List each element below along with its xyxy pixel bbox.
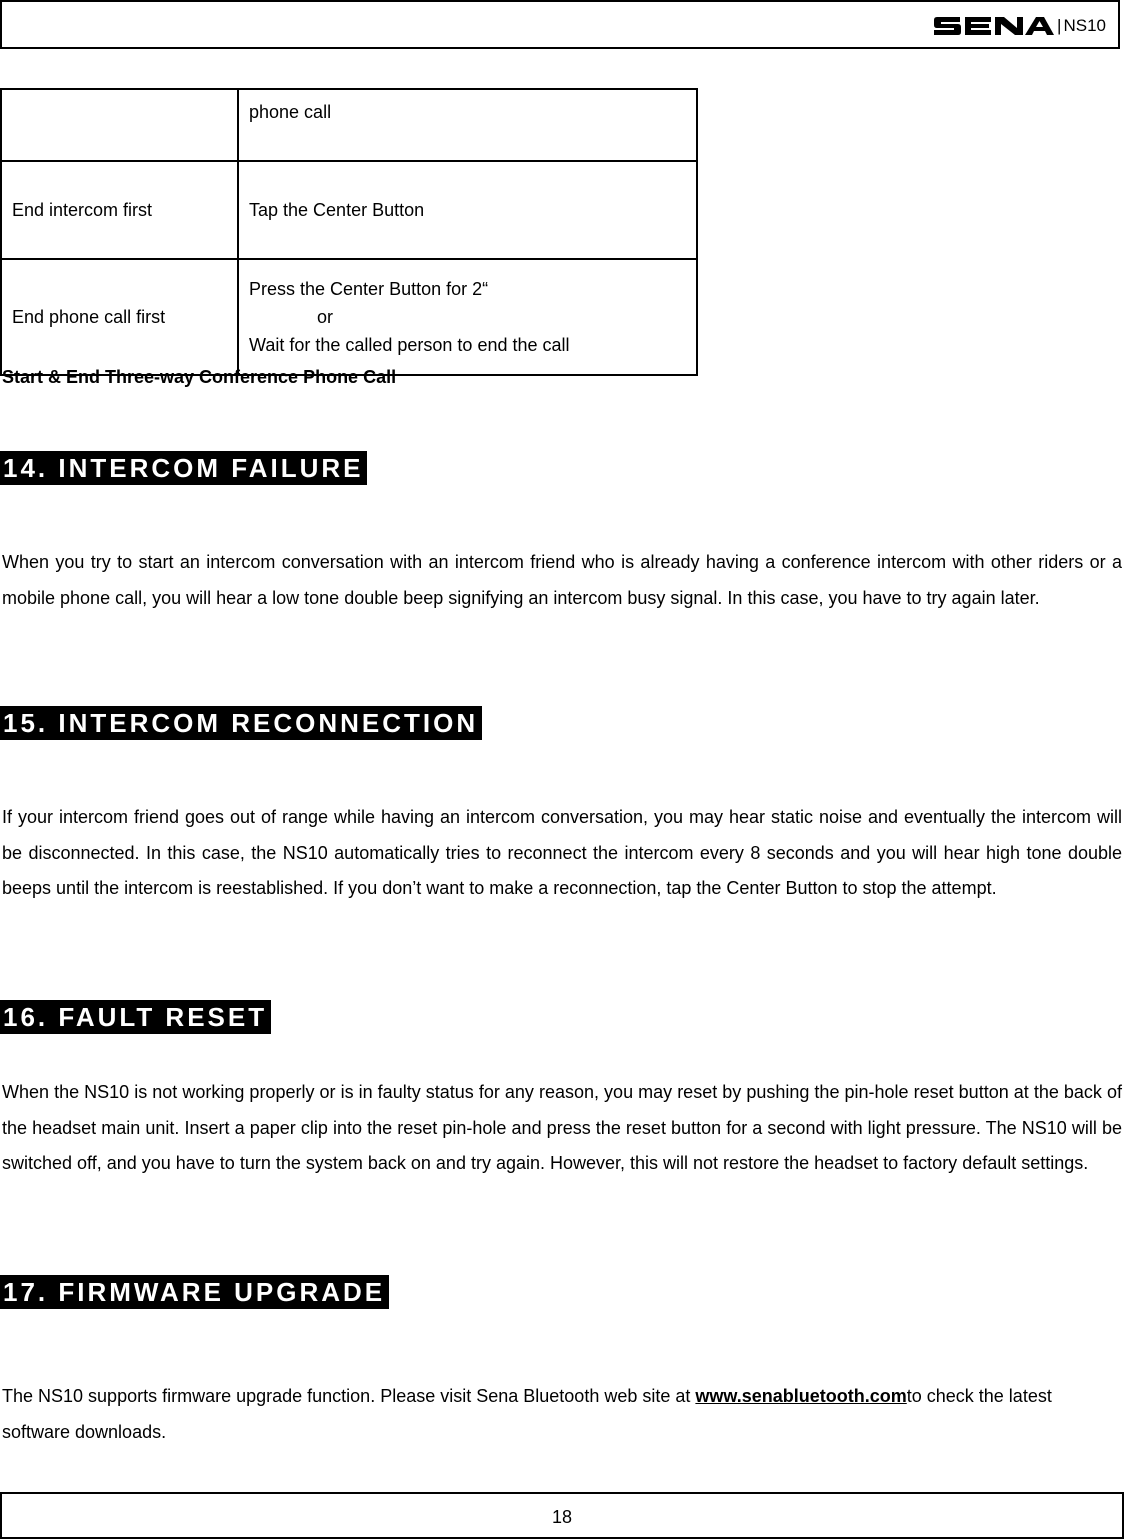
table-row bbox=[1, 259, 697, 375]
section-title-firmware-upgrade: 17. FIRMWARE UPGRADE bbox=[0, 1275, 389, 1309]
section-body-intercom-reconnection: If your intercom friend goes out of range while having an intercom conversation, you may hear static noise and eventually the intercom will be disconnected. In this case, the NS10 automatically tries to reconnect the intercom every 8 seconds and you will hear high tone double beeps until the intercom is reestablished. If you don’t want to make a reconnection, tap the Center Button to stop the attempt. bbox=[2, 807, 1122, 898]
model-name: NS10 bbox=[1063, 16, 1106, 35]
table-cell-condition bbox=[1, 89, 238, 161]
section-body-firmware-upgrade bbox=[2, 1379, 1122, 1450]
action-line-1: Press the Center Button for 2“ bbox=[249, 279, 489, 299]
page-number: 18 bbox=[551, 1507, 573, 1527]
table-cell-action: phone call bbox=[238, 89, 697, 161]
firmware-text-pre: The NS10 supports firmware upgrade function. Please visit Sena Bluetooth web site at bbox=[2, 1386, 696, 1406]
sena-website-link[interactable]: www.senabluetooth.com bbox=[695, 1386, 907, 1406]
table-row bbox=[1, 89, 697, 161]
conference-call-table bbox=[0, 88, 698, 376]
table-cell-action bbox=[238, 259, 697, 375]
section-title-fault-reset: 16. FAULT RESET bbox=[0, 1000, 271, 1034]
table-cell-condition: End intercom first bbox=[1, 161, 238, 259]
header-separator: | bbox=[1057, 16, 1062, 35]
sena-logo bbox=[933, 15, 1055, 37]
table-cell-condition: End phone call first bbox=[1, 259, 238, 375]
firmware-text-post: to check the latest software downloads. bbox=[2, 1386, 1052, 1442]
action-or: or bbox=[317, 307, 334, 327]
table-row bbox=[1, 161, 697, 259]
page-header bbox=[0, 0, 1120, 49]
brand bbox=[933, 13, 1106, 39]
table-cell-action: Tap the Center Button bbox=[238, 161, 697, 259]
section-title-intercom-failure: 14. INTERCOM FAILURE bbox=[0, 451, 367, 485]
section-body-fault-reset: When the NS10 is not working properly or is in faulty status for any reason, you may reset by pushing the pin-hole reset button at the back of the headset main unit. Insert a paper clip into the reset pin-hole and press the reset button for a second with light pressure. The NS10 will be switched off, and you have to turn the system back on and try again. However, this will not restore the headset to factory default settings. bbox=[2, 1082, 1122, 1173]
table-caption: Start & End Three-way Conference Phone Call bbox=[2, 367, 397, 387]
page-footer bbox=[0, 1492, 1124, 1539]
section-title-intercom-reconnection: 15. INTERCOM RECONNECTION bbox=[0, 706, 482, 740]
action-line-2: Wait for the called person to end the call bbox=[249, 335, 570, 355]
section-body-intercom-failure: When you try to start an intercom conversation with an intercom friend who is already having a conference intercom with other riders or a mobile phone call, you will hear a low tone double beep signifying an intercom busy signal. In this case, you have to try again later. bbox=[2, 552, 1122, 608]
